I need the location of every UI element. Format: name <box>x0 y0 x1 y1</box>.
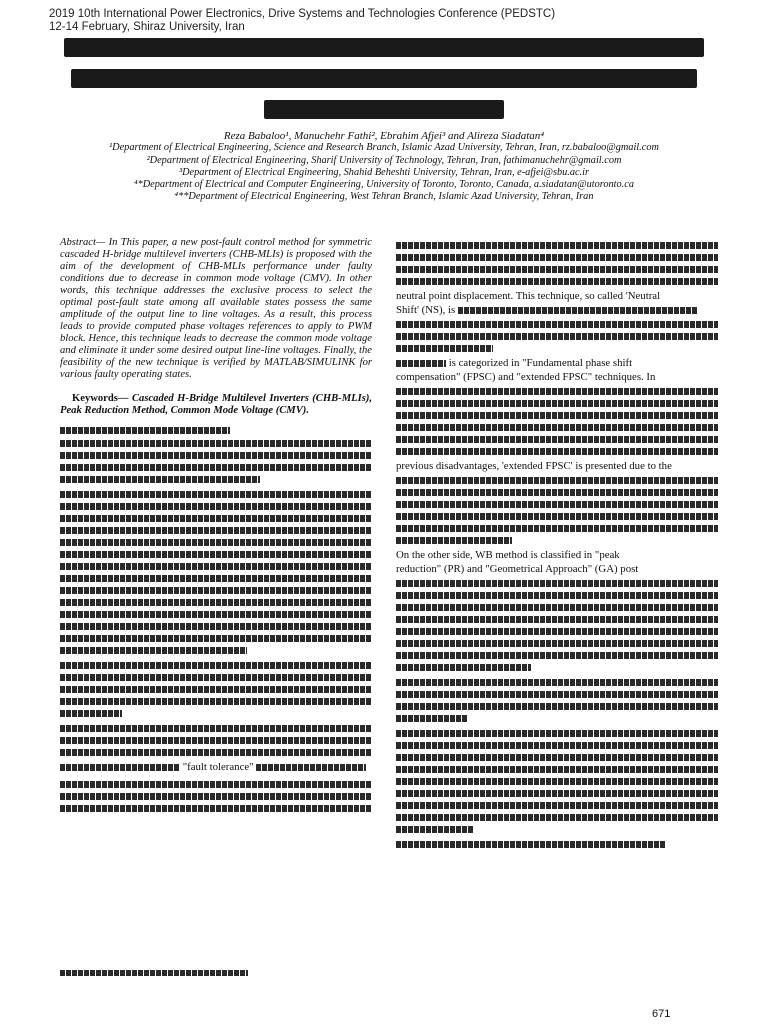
wb-line-1: On the other side, WB method is classified in "peak <box>396 549 620 561</box>
author-block <box>60 130 708 204</box>
conference-venue: 12-14 February, Shiraz University, Iran <box>49 21 245 33</box>
wb-line-2: reduction" (PR) and "Geometrical Approach" (GA) post <box>396 563 639 575</box>
prev-line: previous disadvantages, 'extended FPSC' is presented due to the <box>396 460 672 472</box>
conference-header <box>49 8 555 34</box>
ns-line-2: Shift' (NS), is <box>396 304 718 316</box>
page-number: 671 <box>652 1008 671 1020</box>
fault-tolerance-line <box>60 761 372 773</box>
keywords-label: Keywords— <box>72 393 129 404</box>
fault-tolerance-text: "fault tolerance" <box>182 761 254 773</box>
affiliation-2: ²Department of Electrical Engineering, Sharif University of Technology, Tehran, Iran, fathimanuchehr@gmail.com <box>146 154 622 166</box>
affiliation-5: ⁴**Department of Electrical Engineering, West Tehran Branch, Islamic Azad University, Tehran, Iran <box>174 191 594 203</box>
section-title-garbled <box>60 427 230 434</box>
fpsc-line-2: compensation" (FPSC) and "extended FPSC" techniques. In <box>396 371 656 383</box>
affiliation-3: ³Department of Electrical Engineering, Shahid Beheshti University, Tehran, Iran, e-afjei@sbu.ac.ir <box>179 166 589 178</box>
paper-title-garbled <box>30 38 738 131</box>
keywords-text: Cascaded H-Bridge Multilevel Inverters (CHB-MLIs), Peak Reduction Method, Common Mode Voltage (CMV). <box>60 393 373 416</box>
abstract: Abstract— In This paper, a new post-fault control method for symmetric cascaded H-bridge multilevel inverters (CHB-MLIs) is proposed with the aim of the development of CHB-MLIs performance under faulty conditions due to decrease in common mode voltage (CMV). In other words, this technique addresses the exclusive process to select the optimal post-fault state among all available states possess the same amplitude of the output line to line voltages. As a result, this process leads to provide computed phase voltages references to apply to PWM block. Hence, this technique leads to decrease the common mode voltage and eliminate it under some desired output line-line voltages. Finally, the feasibility of the new technique is verified by MATLAB/SIMULINK for various faulty operating states. <box>60 237 372 380</box>
affiliation-1: ¹Department of Electrical Engineering, Science and Research Branch, Islamic Azad University, Tehran, Iran, rz.babaloo@gmail.com <box>109 142 659 154</box>
fpsc-line-1: is categorized in "Fundamental phase shift <box>396 357 718 369</box>
right-column <box>396 237 718 853</box>
conference-title: 2019 10th International Power Electronics, Drive Systems and Technologies Conference (PEDSTC) <box>49 8 556 20</box>
author-names: Reza Babaloo¹, Manuchehr Fathi², Ebrahim Afjei³ and Alireza Siadatan⁴ <box>223 130 545 142</box>
ns-line-1: neutral point displacement. This technique, so called 'Neutral <box>396 290 661 302</box>
keywords <box>60 393 372 417</box>
footnote-garbled <box>60 970 248 976</box>
affiliation-4: ⁴*Department of Electrical and Computer Engineering, University of Toronto, Toronto, Canada, a.siadatan@utoronto.ca <box>134 179 634 191</box>
left-column <box>60 237 372 817</box>
